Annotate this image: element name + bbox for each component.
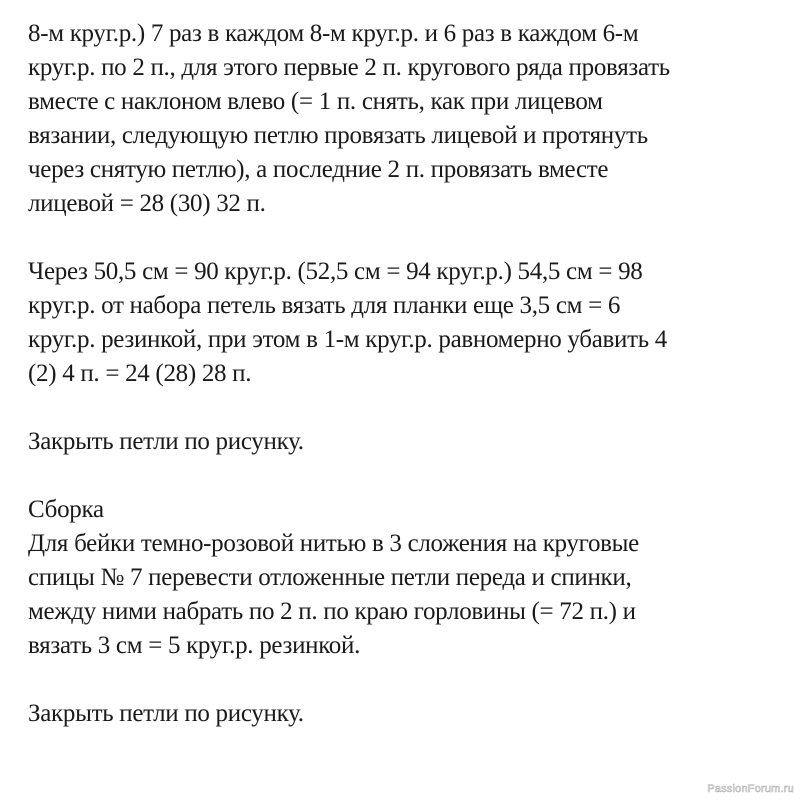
text-line: между ними набрать по 2 п. по краю горловины (= 72 п.) и [28, 598, 636, 625]
text-line: Закрыть петли по рисунку. [28, 700, 304, 727]
text-line: круг.р. от набора петель вязать для планки еще 3,5 см = 6 [28, 292, 621, 319]
text-line: лицевой = 28 (30) 32 п. [28, 190, 266, 217]
text-line: вязать 3 см = 5 круг.р. резинкой. [28, 632, 361, 659]
paragraph-assembly [28, 493, 788, 663]
section-heading-assembly: Сборка [28, 496, 104, 523]
text-line: круг.р. резинкой, при этом в 1-м круг.р. равномерно убавить 4 [28, 326, 667, 353]
text-line: спицы № 7 перевести отложенные петли переда и спинки, [28, 564, 632, 591]
paragraph-spacer [28, 221, 788, 255]
paragraph-bind-off-1 [28, 425, 788, 459]
text-line: круг.р. по 2 п., для этого первые 2 п. кругового ряда провязать [28, 54, 670, 81]
paragraph-band [28, 255, 788, 391]
text-line: (2) 4 п. = 24 (28) 28 п. [28, 360, 252, 387]
paragraph-bind-off-2 [28, 697, 788, 731]
paragraph-decreases [28, 17, 788, 221]
text-line: Через 50,5 см = 90 круг.р. (52,5 см = 94 круг.р.) 54,5 см = 98 [28, 258, 643, 285]
paragraph-spacer [28, 459, 788, 493]
document-body [28, 17, 788, 731]
text-line: Для бейки темно-розовой нитью в 3 сложения на круговые [28, 530, 639, 557]
paragraph-spacer [28, 663, 788, 697]
text-line: 8-м круг.р.) 7 раз в каждом 8-м круг.р. и 6 раз в каждом 6-м [28, 20, 639, 47]
text-line: вязании, следующую петлю провязать лицевой и протянуть [28, 122, 648, 149]
text-line: Закрыть петли по рисунку. [28, 428, 304, 455]
text-line: через снятую петлю), а последние 2 п. провязать вместе [28, 156, 609, 183]
paragraph-spacer [28, 391, 788, 425]
text-line: вместе с наклоном влево (= 1 п. снять, как при лицевом [28, 88, 603, 115]
site-watermark: PassionForum.ru [707, 783, 794, 795]
